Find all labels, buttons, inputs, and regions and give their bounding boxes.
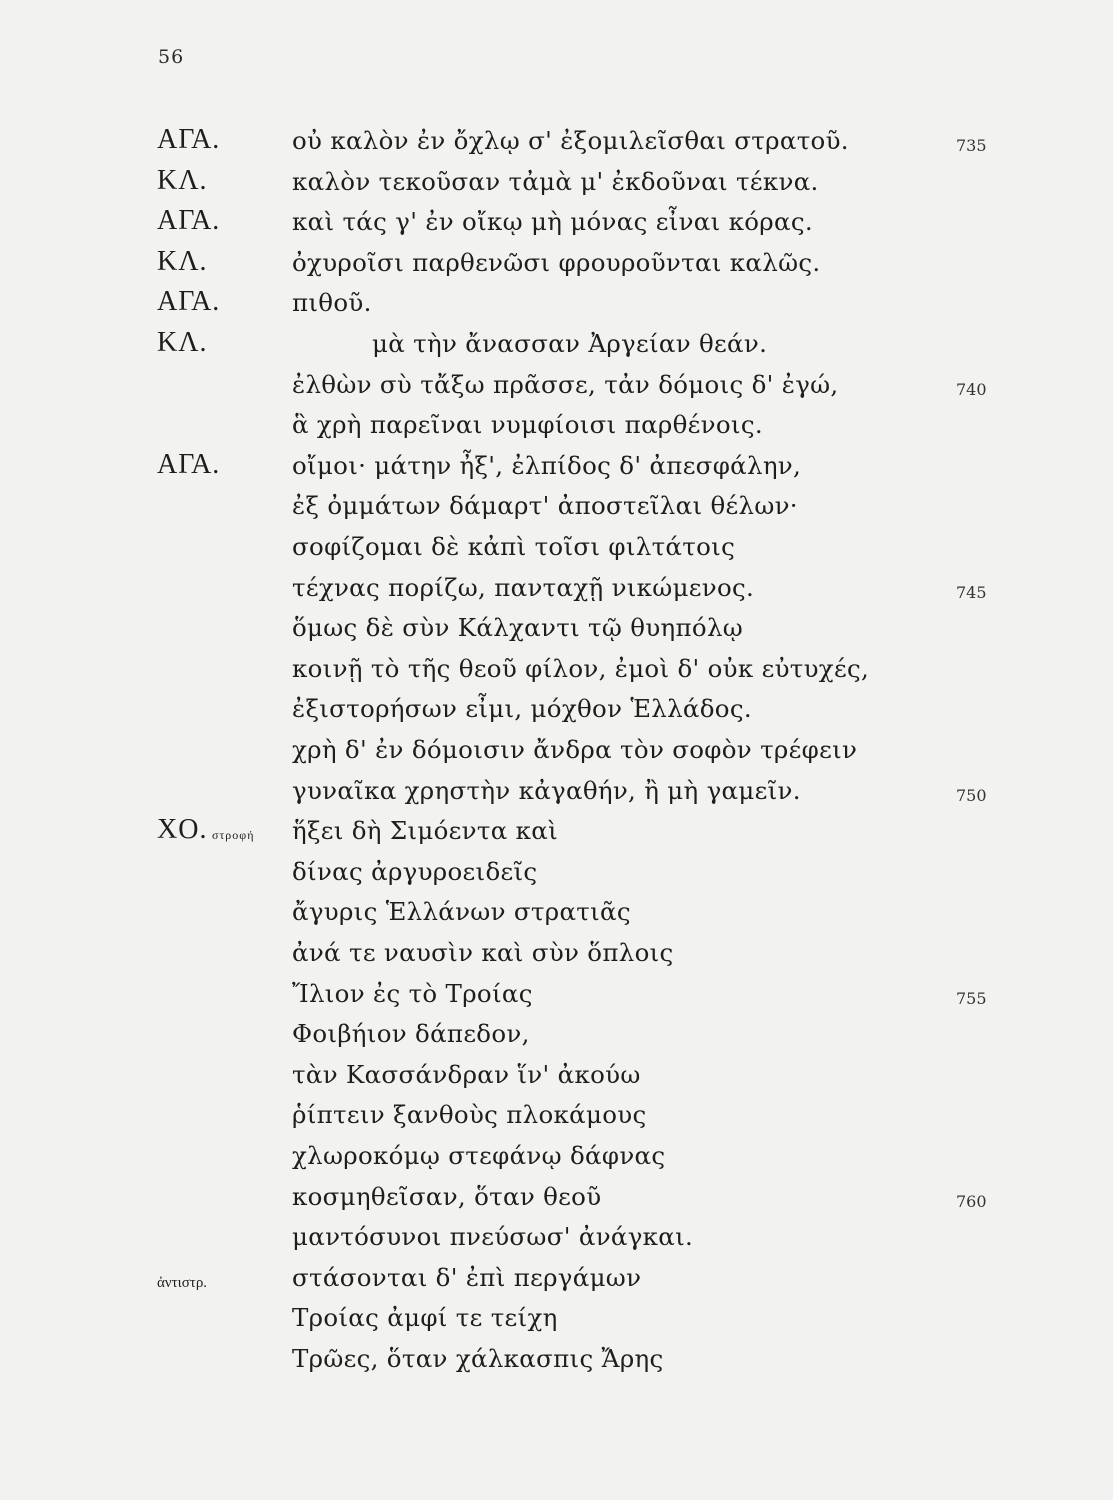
verse-line xyxy=(0,1301,1113,1341)
verse-text: κοσμηθεῖσαν, ὅταν θεοῦ xyxy=(292,1181,602,1211)
verse-text: Ἴλιον ἐς τὸ Τροίας xyxy=(292,978,533,1008)
verse-text: ἐξιστορήσων εἶμι, μόχθον Ἑλλάδος. xyxy=(292,694,752,724)
speaker-label: ΑΓΑ. xyxy=(157,448,221,480)
verse-text: Τροίας ἀμφί τε τείχη xyxy=(292,1303,558,1333)
verse-text: ἥξει δὴ Σιμόεντα καὶ xyxy=(292,816,559,846)
verse-text: γυναῖκα χρηστὴν κἀγαθήν, ἢ μὴ γαμεῖν. xyxy=(292,775,801,805)
verse-text: τέχνας πορίζω, πανταχῇ νικώμενος. xyxy=(292,572,755,602)
strophe-note: στροφή xyxy=(212,828,255,843)
verse-line xyxy=(0,895,1113,935)
speaker-label: ΑΓΑ. xyxy=(157,286,221,318)
verse-text: ῥίπτειν ξανθοὺς πλοκάμους xyxy=(292,1100,647,1130)
verse-text: καὶ τάς γ' ἐν οἴκῳ μὴ μόνας εἶναι κόρας. xyxy=(292,207,813,237)
verse-line xyxy=(0,855,1113,895)
verse-text: ὅμως δὲ σὺν Κάλχαντι τῷ θυηπόλῳ xyxy=(292,613,744,643)
speaker-label: ΧΟ. xyxy=(157,814,208,846)
verse-line xyxy=(0,733,1113,773)
verse-text: ἐξ ὀμμάτων δάμαρτ' ἀποστεῖλαι θέλων· xyxy=(292,491,798,521)
speaker-label: ΚΛ. xyxy=(157,164,208,196)
verse-line xyxy=(0,1098,1113,1138)
verse-line xyxy=(0,692,1113,732)
verse-line xyxy=(0,652,1113,692)
verse-line xyxy=(0,1058,1113,1098)
verse-line xyxy=(0,571,1113,611)
speaker-label: ΑΓΑ. xyxy=(157,124,221,155)
speaker-label: ἀντιστρ. xyxy=(157,1274,208,1291)
verse-text: καλὸν τεκοῦσαν τἀμὰ μ' ἐκδοῦναι τέκνα. xyxy=(292,166,819,196)
verse-line xyxy=(0,1180,1113,1220)
verse-text: ὀχυροῖσι παρθενῶσι φρουροῦνται καλῶς. xyxy=(292,247,821,277)
verse-text: ἀνά τε ναυσὶν καὶ σὺν ὅπλοις xyxy=(292,938,674,967)
verse-text: στάσονται δ' ἐπὶ περγάμων xyxy=(292,1262,642,1292)
verse-line xyxy=(0,1017,1113,1057)
verse-line xyxy=(0,449,1113,489)
verse-line xyxy=(0,327,1113,367)
verse-text: Τρῶες, ὅταν χάλκασπις Ἄρης xyxy=(292,1344,664,1373)
line-number: 755 xyxy=(956,988,987,1008)
verse-line xyxy=(0,368,1113,408)
verse-line xyxy=(0,1220,1113,1260)
verse-line xyxy=(0,1261,1113,1301)
verse-text: ἄγυρις Ἑλλάνων στρατιᾶς xyxy=(292,897,631,927)
verse-line xyxy=(0,936,1113,976)
verse-text: Φοιβήιον δάπεδον, xyxy=(292,1019,530,1049)
verse-text: δίνας ἀργυροειδεῖς xyxy=(292,856,538,886)
verse-line xyxy=(0,246,1113,286)
verse-line xyxy=(0,124,1113,164)
verse-line xyxy=(0,286,1113,326)
verse-line xyxy=(0,489,1113,529)
verse-text: χλωροκόμῳ στεφάνῳ δάφνας xyxy=(292,1141,666,1170)
verse-line xyxy=(0,977,1113,1017)
speaker-label: ΚΛ. xyxy=(157,245,208,277)
verse-text: ἃ χρὴ παρεῖναι νυμφίοισι παρθένοις. xyxy=(292,410,763,440)
verse-text: οἴμοι· μάτην ἦξ', ἐλπίδος δ' ἀπεσφάλην, xyxy=(292,450,802,480)
verse-line xyxy=(0,530,1113,570)
speaker-label: ΚΛ. xyxy=(157,327,208,358)
verse-line xyxy=(0,1139,1113,1179)
verse-text: μαντόσυνοι πνεύσωσ' ἀνάγκαι. xyxy=(292,1222,694,1252)
verse-line xyxy=(0,408,1113,448)
speaker-label: ΑΓΑ. xyxy=(157,205,221,237)
line-number: 735 xyxy=(956,136,987,155)
verse-line xyxy=(0,165,1113,205)
verse-text: πιθοῦ. xyxy=(292,288,372,318)
verse-line xyxy=(0,611,1113,651)
line-number: 760 xyxy=(956,1191,987,1211)
verse-line xyxy=(0,1342,1113,1382)
verse-text: κοινῇ τὸ τῆς θεοῦ φίλον, ἐμοὶ δ' οὐκ εὐτυχές, xyxy=(292,653,870,683)
verse-text: τὰν Κασσάνδραν ἵν' ἀκούω xyxy=(292,1059,641,1089)
line-number: 740 xyxy=(956,379,987,399)
page-number: 56 xyxy=(158,46,185,68)
line-number: 750 xyxy=(956,785,987,805)
verse-text: σοφίζομαι δὲ κἀπὶ τοῖσι φιλτάτοις xyxy=(292,532,736,561)
verse-line xyxy=(0,774,1113,814)
verse-text: οὐ καλὸν ἐν ὄχλῳ σ' ἐξομιλεῖσθαι στρατοῦ. xyxy=(292,126,849,155)
verse-text: ἐλθὼν σὺ τἄξω πρᾶσσε, τἀν δόμοις δ' ἐγώ, xyxy=(292,369,839,399)
verse-line xyxy=(0,814,1113,854)
verse-text: μὰ τὴν ἄνασσαν Ἀργείαν θεάν. xyxy=(372,329,768,358)
verse-text: χρὴ δ' ἐν δόμοισιν ἄνδρα τὸν σοφὸν τρέφειν xyxy=(292,735,858,764)
line-number: 745 xyxy=(956,582,987,602)
verse-line xyxy=(0,205,1113,245)
